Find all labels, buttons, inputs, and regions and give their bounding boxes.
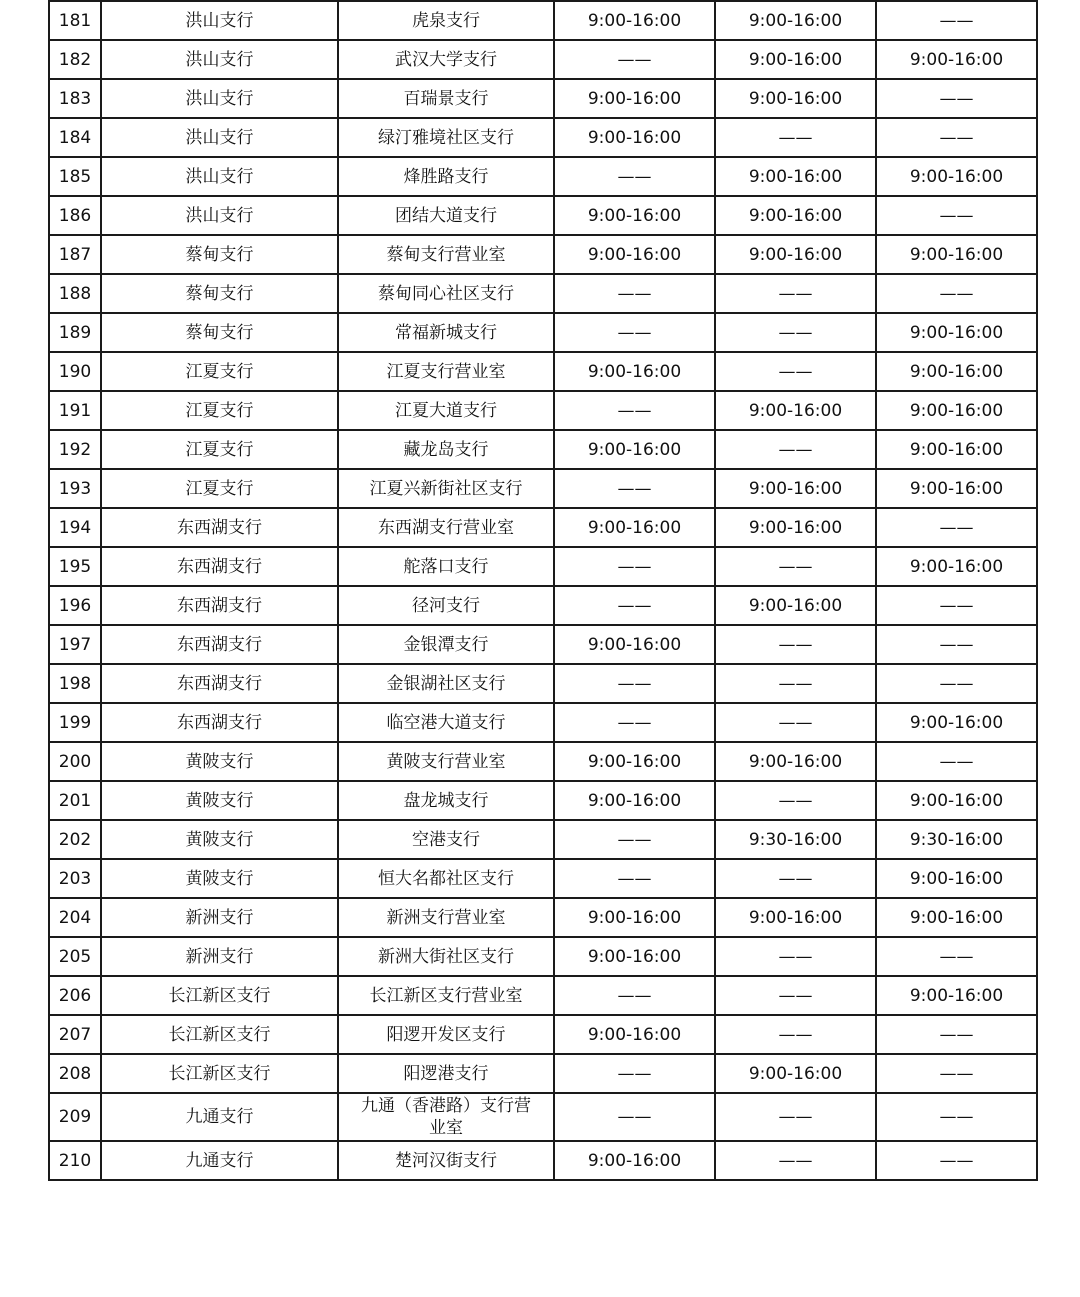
outlet-name-cell bbox=[338, 859, 554, 898]
hours-cell-1: —— bbox=[554, 703, 715, 742]
hours-cell-3: —— bbox=[876, 937, 1037, 976]
branch-name-cell: 东西湖支行 bbox=[101, 664, 338, 703]
outlet-name-cell bbox=[338, 1054, 554, 1093]
hours-cell-2: —— bbox=[715, 313, 876, 352]
hours-cell-3: —— bbox=[876, 1141, 1037, 1180]
hours-cell-3: 9:00-16:00 bbox=[876, 235, 1037, 274]
branch-name-cell: 洪山支行 bbox=[101, 1, 338, 40]
outlet-name-cell bbox=[338, 820, 554, 859]
outlet-name-cell bbox=[338, 781, 554, 820]
outlet-name-cell bbox=[338, 1141, 554, 1180]
hours-cell-2: 9:00-16:00 bbox=[715, 1, 876, 40]
branch-name-cell: 东西湖支行 bbox=[101, 586, 338, 625]
table-row bbox=[49, 469, 1037, 508]
outlet-name-cell bbox=[338, 274, 554, 313]
table-row bbox=[49, 508, 1037, 547]
hours-cell-1: 9:00-16:00 bbox=[554, 1141, 715, 1180]
row-number-cell: 204 bbox=[49, 898, 101, 937]
table-row bbox=[49, 664, 1037, 703]
outlet-name-text: 百瑞景支行 bbox=[403, 88, 489, 109]
outlet-name-cell bbox=[338, 742, 554, 781]
outlet-name-cell bbox=[338, 625, 554, 664]
table-row bbox=[49, 820, 1037, 859]
hours-cell-1: —— bbox=[554, 859, 715, 898]
table-row bbox=[49, 313, 1037, 352]
outlet-name-text: 常福新城支行 bbox=[395, 322, 497, 343]
hours-cell-3: 9:00-16:00 bbox=[876, 469, 1037, 508]
outlet-name-cell bbox=[338, 157, 554, 196]
outlet-name-text: 新洲大街社区支行 bbox=[378, 946, 514, 967]
hours-cell-1: —— bbox=[554, 391, 715, 430]
table-row bbox=[49, 196, 1037, 235]
row-number-cell: 195 bbox=[49, 547, 101, 586]
branch-name-cell: 长江新区支行 bbox=[101, 976, 338, 1015]
branch-name-cell: 东西湖支行 bbox=[101, 625, 338, 664]
hours-cell-3: —— bbox=[876, 196, 1037, 235]
hours-cell-1: 9:00-16:00 bbox=[554, 79, 715, 118]
row-number-cell: 194 bbox=[49, 508, 101, 547]
hours-cell-2: 9:00-16:00 bbox=[715, 898, 876, 937]
outlet-name-text: 新洲支行营业室 bbox=[386, 907, 506, 928]
outlet-name-text: 盘龙城支行 bbox=[403, 790, 489, 811]
row-number-cell: 182 bbox=[49, 40, 101, 79]
outlet-name-cell bbox=[338, 469, 554, 508]
hours-cell-3: —— bbox=[876, 1093, 1037, 1141]
hours-cell-3: 9:00-16:00 bbox=[876, 352, 1037, 391]
hours-cell-3: —— bbox=[876, 1054, 1037, 1093]
row-number-cell: 185 bbox=[49, 157, 101, 196]
hours-cell-2: —— bbox=[715, 118, 876, 157]
hours-cell-1: —— bbox=[554, 1093, 715, 1141]
hours-cell-2: —— bbox=[715, 1141, 876, 1180]
outlet-name-text: 空港支行 bbox=[412, 829, 480, 850]
branch-name-cell: 洪山支行 bbox=[101, 157, 338, 196]
hours-cell-1: —— bbox=[554, 586, 715, 625]
hours-cell-2: —— bbox=[715, 859, 876, 898]
outlet-name-text: 绿汀雅境社区支行 bbox=[378, 127, 514, 148]
outlet-name-text: 东西湖支行营业室 bbox=[378, 517, 514, 538]
outlet-name-cell bbox=[338, 79, 554, 118]
outlet-name-text: 恒大名都社区支行 bbox=[378, 868, 514, 889]
table-row bbox=[49, 1, 1037, 40]
row-number-cell: 201 bbox=[49, 781, 101, 820]
branch-name-cell: 洪山支行 bbox=[101, 196, 338, 235]
outlet-name-text: 江夏大道支行 bbox=[395, 400, 497, 421]
row-number-cell: 190 bbox=[49, 352, 101, 391]
table-row bbox=[49, 937, 1037, 976]
row-number-cell: 199 bbox=[49, 703, 101, 742]
branch-name-cell: 九通支行 bbox=[101, 1141, 338, 1180]
hours-cell-2: 9:00-16:00 bbox=[715, 157, 876, 196]
hours-cell-3: 9:00-16:00 bbox=[876, 391, 1037, 430]
table-row bbox=[49, 976, 1037, 1015]
row-number-cell: 187 bbox=[49, 235, 101, 274]
hours-cell-1: —— bbox=[554, 820, 715, 859]
table-row bbox=[49, 1093, 1037, 1141]
hours-cell-1: 9:00-16:00 bbox=[554, 196, 715, 235]
branch-name-cell: 黄陂支行 bbox=[101, 742, 338, 781]
outlet-name-cell bbox=[338, 547, 554, 586]
row-number-cell: 196 bbox=[49, 586, 101, 625]
row-number-cell: 206 bbox=[49, 976, 101, 1015]
table-row bbox=[49, 547, 1037, 586]
hours-cell-2: —— bbox=[715, 781, 876, 820]
branch-name-cell: 长江新区支行 bbox=[101, 1015, 338, 1054]
hours-cell-2: —— bbox=[715, 1093, 876, 1141]
row-number-cell: 186 bbox=[49, 196, 101, 235]
hours-cell-1: —— bbox=[554, 547, 715, 586]
table-row bbox=[49, 859, 1037, 898]
branch-name-cell: 黄陂支行 bbox=[101, 781, 338, 820]
branch-name-cell: 新洲支行 bbox=[101, 898, 338, 937]
hours-cell-1: 9:00-16:00 bbox=[554, 430, 715, 469]
outlet-name-text: 烽胜路支行 bbox=[403, 166, 489, 187]
hours-cell-3: 9:00-16:00 bbox=[876, 157, 1037, 196]
hours-cell-3: 9:00-16:00 bbox=[876, 898, 1037, 937]
branch-name-cell: 长江新区支行 bbox=[101, 1054, 338, 1093]
outlet-name-cell bbox=[338, 703, 554, 742]
hours-cell-1: 9:00-16:00 bbox=[554, 781, 715, 820]
hours-cell-2: 9:00-16:00 bbox=[715, 196, 876, 235]
hours-cell-1: 9:00-16:00 bbox=[554, 625, 715, 664]
table-row bbox=[49, 118, 1037, 157]
row-number-cell: 203 bbox=[49, 859, 101, 898]
branch-name-cell: 蔡甸支行 bbox=[101, 313, 338, 352]
outlet-name-text: 阳逻港支行 bbox=[403, 1063, 489, 1084]
branch-hours-table bbox=[48, 0, 1038, 1181]
outlet-name-text: 九通（香港路）支行营业室 bbox=[361, 1096, 531, 1138]
outlet-name-text: 阳逻开发区支行 bbox=[386, 1024, 506, 1045]
row-number-cell: 183 bbox=[49, 79, 101, 118]
outlet-name-text: 黄陂支行营业室 bbox=[386, 751, 506, 772]
branch-name-cell: 江夏支行 bbox=[101, 469, 338, 508]
table-row bbox=[49, 1141, 1037, 1180]
row-number-cell: 200 bbox=[49, 742, 101, 781]
row-number-cell: 181 bbox=[49, 1, 101, 40]
hours-cell-3: 9:00-16:00 bbox=[876, 40, 1037, 79]
hours-cell-2: 9:00-16:00 bbox=[715, 508, 876, 547]
table-row bbox=[49, 157, 1037, 196]
outlet-name-cell bbox=[338, 235, 554, 274]
outlet-name-text: 江夏兴新街社区支行 bbox=[369, 478, 523, 499]
hours-cell-1: —— bbox=[554, 40, 715, 79]
branch-name-cell: 洪山支行 bbox=[101, 118, 338, 157]
hours-cell-3: —— bbox=[876, 79, 1037, 118]
hours-cell-1: 9:00-16:00 bbox=[554, 508, 715, 547]
branch-name-cell: 江夏支行 bbox=[101, 352, 338, 391]
row-number-cell: 189 bbox=[49, 313, 101, 352]
hours-cell-2: —— bbox=[715, 664, 876, 703]
row-number-cell: 210 bbox=[49, 1141, 101, 1180]
branch-name-cell: 蔡甸支行 bbox=[101, 235, 338, 274]
hours-cell-2: —— bbox=[715, 703, 876, 742]
hours-cell-1: —— bbox=[554, 976, 715, 1015]
hours-cell-1: —— bbox=[554, 313, 715, 352]
hours-cell-1: 9:00-16:00 bbox=[554, 118, 715, 157]
hours-cell-3: 9:30-16:00 bbox=[876, 820, 1037, 859]
hours-cell-1: 9:00-16:00 bbox=[554, 937, 715, 976]
table-row bbox=[49, 586, 1037, 625]
table-row bbox=[49, 274, 1037, 313]
hours-cell-1: 9:00-16:00 bbox=[554, 898, 715, 937]
outlet-name-text: 虎泉支行 bbox=[412, 10, 480, 31]
outlet-name-text: 舵落口支行 bbox=[403, 556, 489, 577]
hours-cell-3: —— bbox=[876, 625, 1037, 664]
row-number-cell: 188 bbox=[49, 274, 101, 313]
hours-cell-3: —— bbox=[876, 742, 1037, 781]
branch-name-cell: 东西湖支行 bbox=[101, 703, 338, 742]
hours-cell-1: —— bbox=[554, 469, 715, 508]
outlet-name-text: 临空港大道支行 bbox=[386, 712, 506, 733]
outlet-name-text: 金银湖社区支行 bbox=[386, 673, 506, 694]
hours-cell-1: —— bbox=[554, 664, 715, 703]
branch-name-cell: 新洲支行 bbox=[101, 937, 338, 976]
outlet-name-text: 江夏支行营业室 bbox=[386, 361, 506, 382]
branch-name-cell: 东西湖支行 bbox=[101, 508, 338, 547]
hours-cell-2: —— bbox=[715, 352, 876, 391]
hours-cell-3: —— bbox=[876, 274, 1037, 313]
hours-cell-3: 9:00-16:00 bbox=[876, 547, 1037, 586]
branch-name-cell: 洪山支行 bbox=[101, 40, 338, 79]
table-row bbox=[49, 430, 1037, 469]
hours-cell-2: —— bbox=[715, 937, 876, 976]
hours-cell-1: 9:00-16:00 bbox=[554, 742, 715, 781]
outlet-name-cell bbox=[338, 352, 554, 391]
hours-cell-1: —— bbox=[554, 1054, 715, 1093]
table-row bbox=[49, 352, 1037, 391]
hours-cell-2: 9:00-16:00 bbox=[715, 79, 876, 118]
hours-cell-1: 9:00-16:00 bbox=[554, 352, 715, 391]
hours-cell-3: —— bbox=[876, 1, 1037, 40]
table-row bbox=[49, 742, 1037, 781]
hours-cell-1: 9:00-16:00 bbox=[554, 1015, 715, 1054]
hours-cell-3: —— bbox=[876, 586, 1037, 625]
hours-cell-2: 9:00-16:00 bbox=[715, 40, 876, 79]
hours-cell-2: 9:00-16:00 bbox=[715, 391, 876, 430]
hours-cell-3: 9:00-16:00 bbox=[876, 859, 1037, 898]
table-row bbox=[49, 625, 1037, 664]
outlet-name-cell bbox=[338, 313, 554, 352]
hours-cell-2: 9:00-16:00 bbox=[715, 1054, 876, 1093]
branch-name-cell: 东西湖支行 bbox=[101, 547, 338, 586]
hours-cell-1: —— bbox=[554, 274, 715, 313]
outlet-name-text: 楚河汉街支行 bbox=[395, 1150, 497, 1171]
row-number-cell: 197 bbox=[49, 625, 101, 664]
hours-cell-3: —— bbox=[876, 664, 1037, 703]
table-row bbox=[49, 703, 1037, 742]
branch-hours-table-wrapper bbox=[48, 0, 1031, 1181]
branch-name-cell: 九通支行 bbox=[101, 1093, 338, 1141]
row-number-cell: 184 bbox=[49, 118, 101, 157]
table-row bbox=[49, 781, 1037, 820]
hours-cell-2: 9:00-16:00 bbox=[715, 586, 876, 625]
row-number-cell: 191 bbox=[49, 391, 101, 430]
outlet-name-text: 径河支行 bbox=[412, 595, 480, 616]
outlet-name-text: 蔡甸同心社区支行 bbox=[378, 283, 514, 304]
row-number-cell: 192 bbox=[49, 430, 101, 469]
hours-cell-2: —— bbox=[715, 1015, 876, 1054]
outlet-name-cell bbox=[338, 40, 554, 79]
outlet-name-cell bbox=[338, 118, 554, 157]
hours-cell-3: —— bbox=[876, 508, 1037, 547]
row-number-cell: 209 bbox=[49, 1093, 101, 1141]
outlet-name-cell bbox=[338, 1093, 554, 1141]
outlet-name-cell bbox=[338, 586, 554, 625]
hours-cell-2: —— bbox=[715, 430, 876, 469]
outlet-name-text: 金银潭支行 bbox=[403, 634, 489, 655]
hours-cell-1: —— bbox=[554, 157, 715, 196]
hours-cell-3: 9:00-16:00 bbox=[876, 313, 1037, 352]
row-number-cell: 202 bbox=[49, 820, 101, 859]
table-body bbox=[49, 1, 1037, 1180]
branch-name-cell: 江夏支行 bbox=[101, 391, 338, 430]
table-row bbox=[49, 1054, 1037, 1093]
hours-cell-2: 9:30-16:00 bbox=[715, 820, 876, 859]
hours-cell-3: 9:00-16:00 bbox=[876, 781, 1037, 820]
outlet-name-cell bbox=[338, 976, 554, 1015]
outlet-name-cell bbox=[338, 508, 554, 547]
table-row bbox=[49, 40, 1037, 79]
row-number-cell: 198 bbox=[49, 664, 101, 703]
table-row bbox=[49, 391, 1037, 430]
branch-name-cell: 江夏支行 bbox=[101, 430, 338, 469]
row-number-cell: 208 bbox=[49, 1054, 101, 1093]
table-row bbox=[49, 1015, 1037, 1054]
outlet-name-cell bbox=[338, 430, 554, 469]
hours-cell-2: 9:00-16:00 bbox=[715, 742, 876, 781]
outlet-name-text: 团结大道支行 bbox=[395, 205, 497, 226]
outlet-name-text: 武汉大学支行 bbox=[395, 49, 497, 70]
branch-name-cell: 蔡甸支行 bbox=[101, 274, 338, 313]
branch-name-cell: 洪山支行 bbox=[101, 79, 338, 118]
branch-name-cell: 黄陂支行 bbox=[101, 820, 338, 859]
hours-cell-2: —— bbox=[715, 976, 876, 1015]
branch-name-cell: 黄陂支行 bbox=[101, 859, 338, 898]
hours-cell-3: —— bbox=[876, 118, 1037, 157]
hours-cell-3: —— bbox=[876, 1015, 1037, 1054]
table-row bbox=[49, 898, 1037, 937]
hours-cell-2: —— bbox=[715, 274, 876, 313]
hours-cell-2: 9:00-16:00 bbox=[715, 469, 876, 508]
hours-cell-2: 9:00-16:00 bbox=[715, 235, 876, 274]
hours-cell-1: 9:00-16:00 bbox=[554, 235, 715, 274]
hours-cell-3: 9:00-16:00 bbox=[876, 703, 1037, 742]
row-number-cell: 207 bbox=[49, 1015, 101, 1054]
outlet-name-cell bbox=[338, 1, 554, 40]
row-number-cell: 193 bbox=[49, 469, 101, 508]
outlet-name-text: 藏龙岛支行 bbox=[403, 439, 489, 460]
outlet-name-cell bbox=[338, 391, 554, 430]
table-row bbox=[49, 79, 1037, 118]
outlet-name-cell bbox=[338, 937, 554, 976]
outlet-name-text: 长江新区支行营业室 bbox=[369, 985, 523, 1006]
hours-cell-1: 9:00-16:00 bbox=[554, 1, 715, 40]
hours-cell-2: —— bbox=[715, 547, 876, 586]
outlet-name-cell bbox=[338, 664, 554, 703]
outlet-name-cell bbox=[338, 898, 554, 937]
outlet-name-cell bbox=[338, 196, 554, 235]
outlet-name-cell bbox=[338, 1015, 554, 1054]
row-number-cell: 205 bbox=[49, 937, 101, 976]
table-row bbox=[49, 235, 1037, 274]
hours-cell-3: 9:00-16:00 bbox=[876, 430, 1037, 469]
outlet-name-text: 蔡甸支行营业室 bbox=[386, 244, 506, 265]
hours-cell-2: —— bbox=[715, 625, 876, 664]
hours-cell-3: 9:00-16:00 bbox=[876, 976, 1037, 1015]
